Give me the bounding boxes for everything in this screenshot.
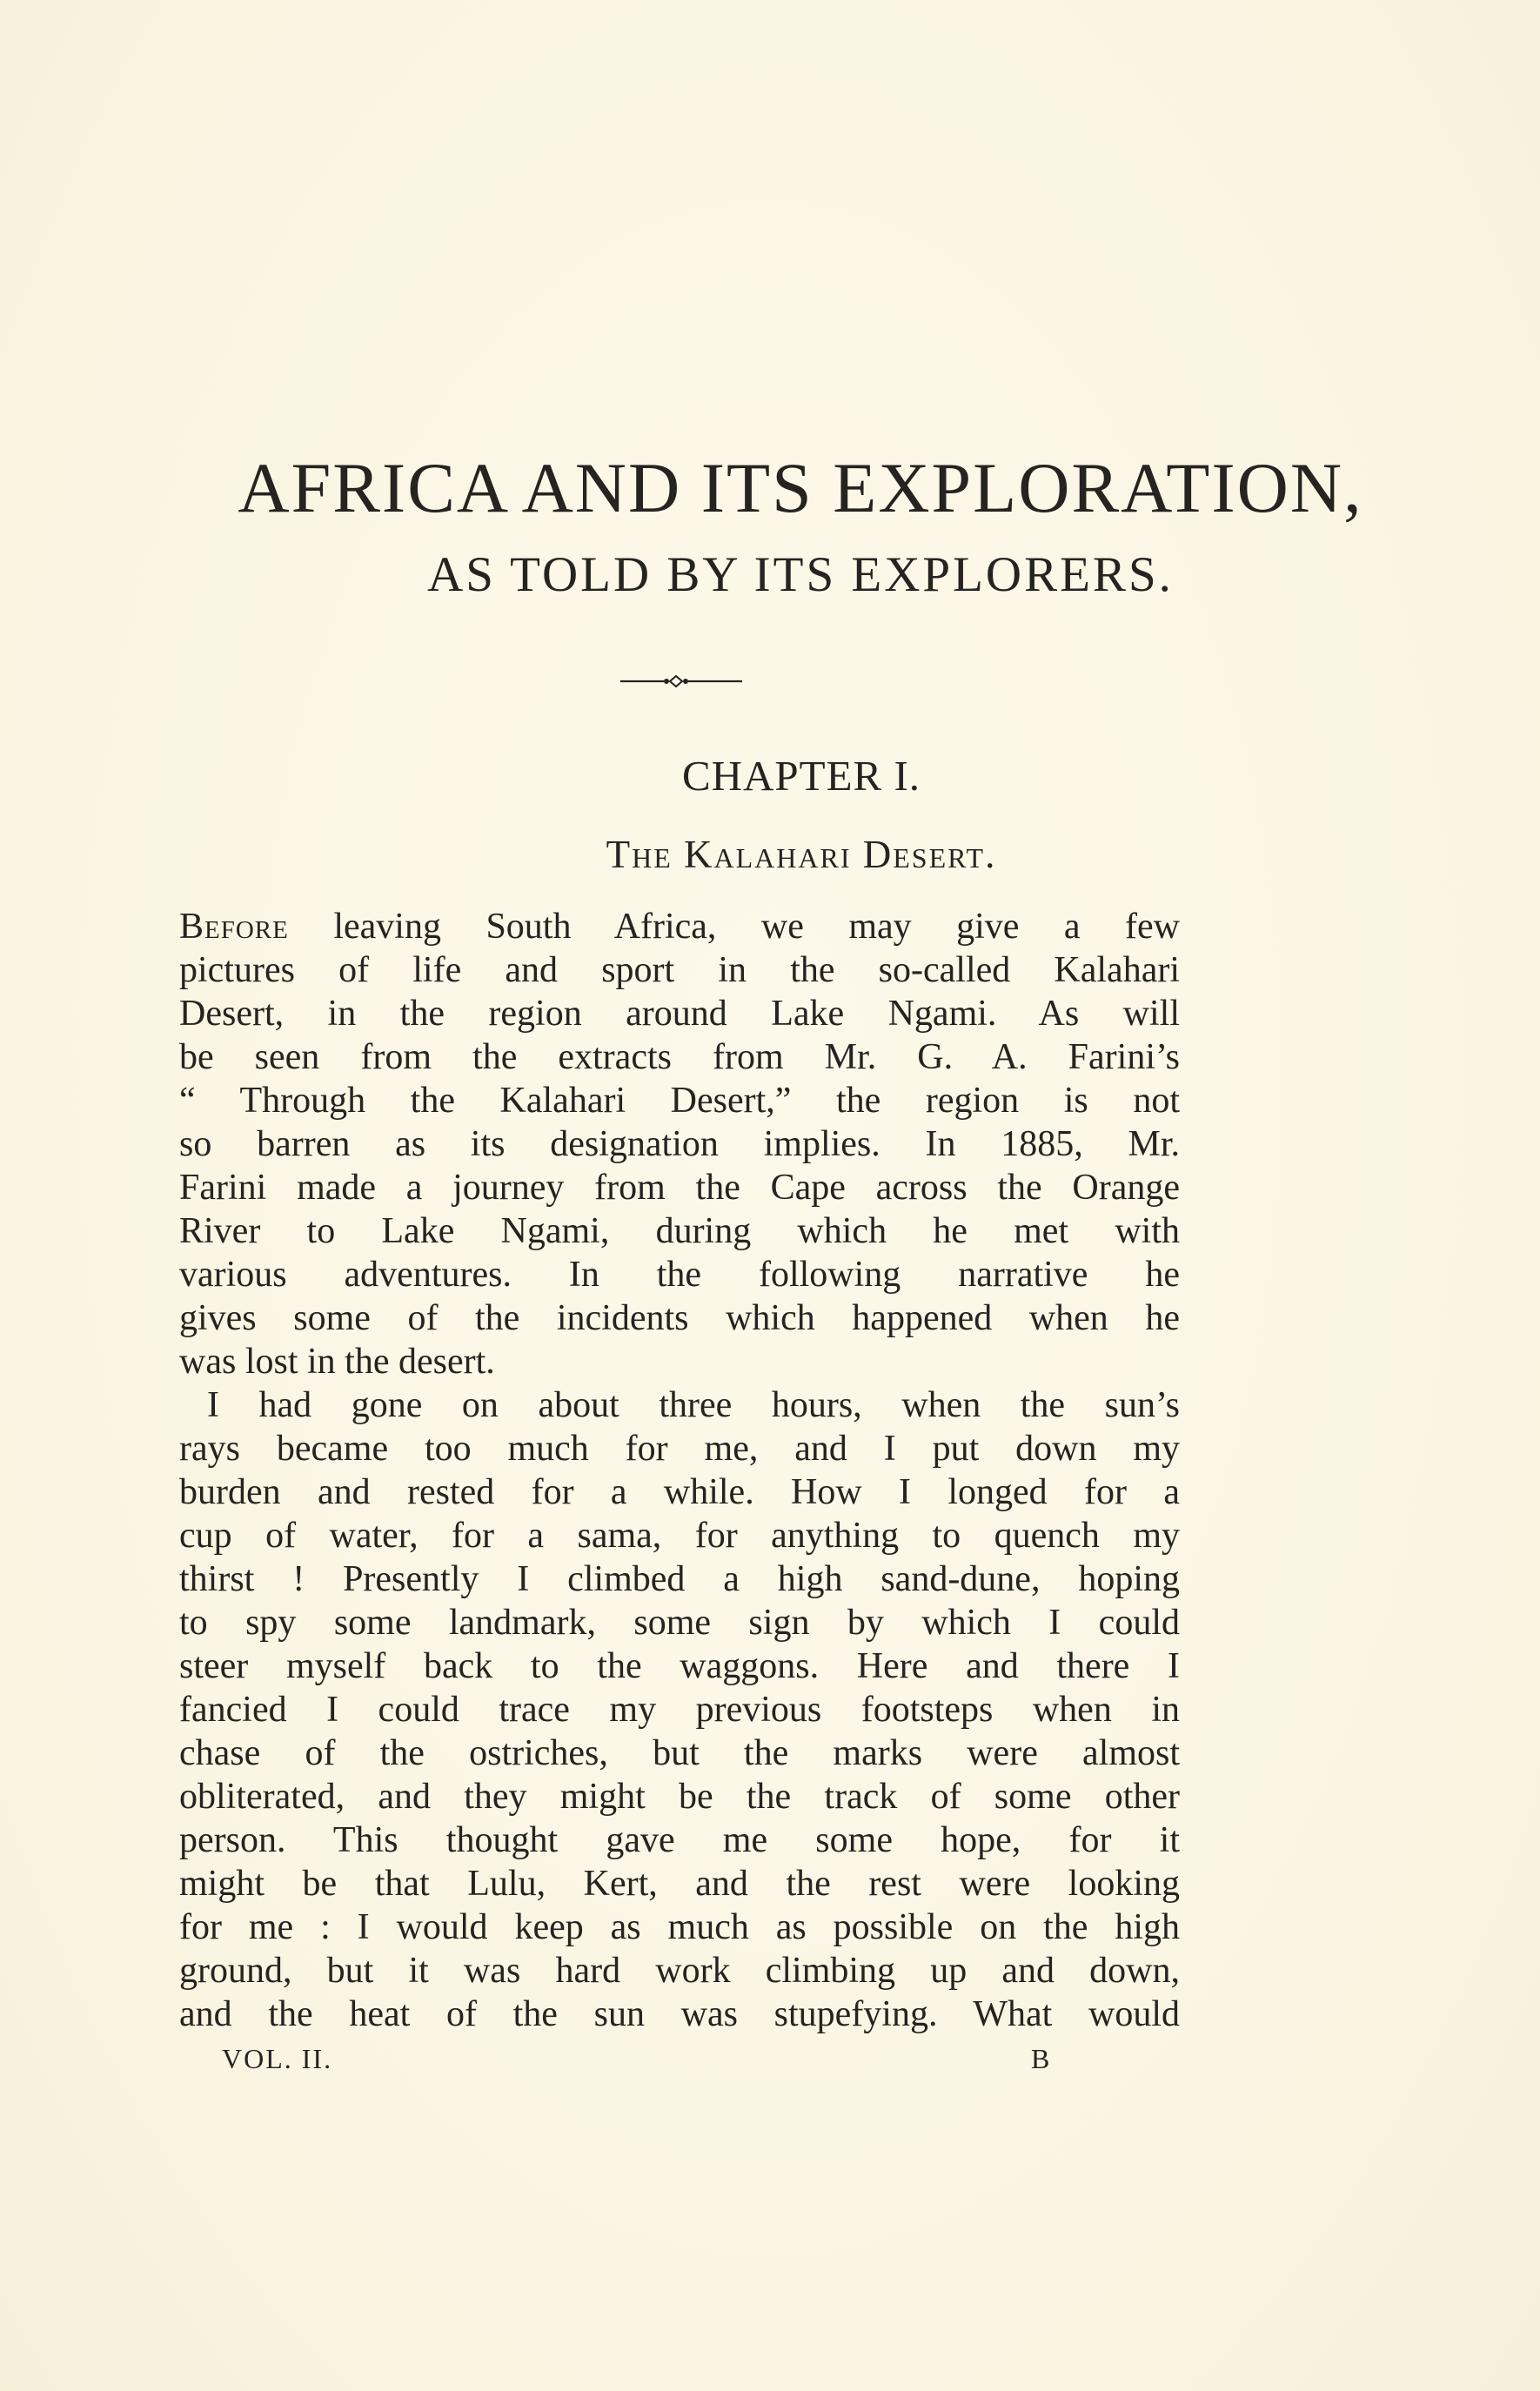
paragraph [179, 1383, 1180, 2036]
chapter-title: The Kalahari Desert. [606, 833, 997, 876]
text-line: was lost in the desert. [179, 1342, 495, 1382]
text-line: Desert, in the region around Lake Ngami. As will [179, 994, 1180, 1034]
text-line: burden and rested for a while. How I longed for a [179, 1472, 1180, 1512]
text-line: pictures of life and sport in the so-called Kalahari [179, 950, 1180, 990]
text-line: Farini made a journey from the Cape across the Orange [179, 1168, 1180, 1208]
text-line: fancied I could trace my previous footsteps when in [179, 1690, 1180, 1730]
text-line: to spy some landmark, some sign by which I could [179, 1603, 1180, 1643]
text-line: and the heat of the sun was stupefying. What would [179, 1994, 1180, 2034]
text-line: so barren as its designation implies. In 1885, Mr. [179, 1124, 1180, 1164]
body-text [179, 905, 1180, 2036]
text-line: might be that Lulu, Kert, and the rest were looking [179, 1864, 1180, 1904]
text-line: gives some of the incidents which happened when he [179, 1298, 1180, 1338]
text-line: person. This thought gave me some hope, for it [179, 1820, 1180, 1860]
text-line: be seen from the extracts from Mr. G. A. Farini’s [179, 1037, 1180, 1077]
volume-label: VOL. II. [222, 2043, 333, 2074]
signature-mark: B [1031, 2043, 1052, 2074]
text-line: cup of water, for a sama, for anything to quench my [179, 1516, 1180, 1556]
text-line: obliterated, and they might be the track of some other [179, 1777, 1180, 1817]
book-title-main: AFRICA AND ITS EXPLORATION, [238, 448, 1363, 527]
chapter-number: CHAPTER I. [681, 752, 921, 800]
text-line: chase of the ostriches, but the marks were almost [179, 1733, 1180, 1773]
book-title-sub: AS TOLD BY ITS EXPLORERS. [427, 547, 1174, 602]
text-line: for me : I would keep as much as possible on the high [179, 1907, 1180, 1947]
text-line: “ Through the Kalahari Desert,” the region is not [179, 1081, 1180, 1121]
text-line: I had gone on about three hours, when the sun’s [207, 1385, 1180, 1425]
book-title [0, 448, 1540, 602]
text-line: steer myself back to the waggons. Here and there I [179, 1646, 1180, 1686]
lead-word: Before [179, 907, 289, 947]
text-line: thirst ! Presently I climbed a high sand-dune, hoping [179, 1559, 1180, 1599]
text-line: rays became too much for me, and I put down my [179, 1429, 1180, 1469]
text-line: River to Lake Ngami, during which he met with [179, 1211, 1180, 1251]
paragraph [179, 905, 1180, 1383]
text-line: Before leaving South Africa, we may give a few [179, 907, 1180, 947]
text-line: ground, but it was hard work climbing up and down, [179, 1951, 1180, 1991]
text-line: various adventures. In the following narrative he [179, 1255, 1180, 1295]
ornament-divider-icon [620, 670, 742, 693]
